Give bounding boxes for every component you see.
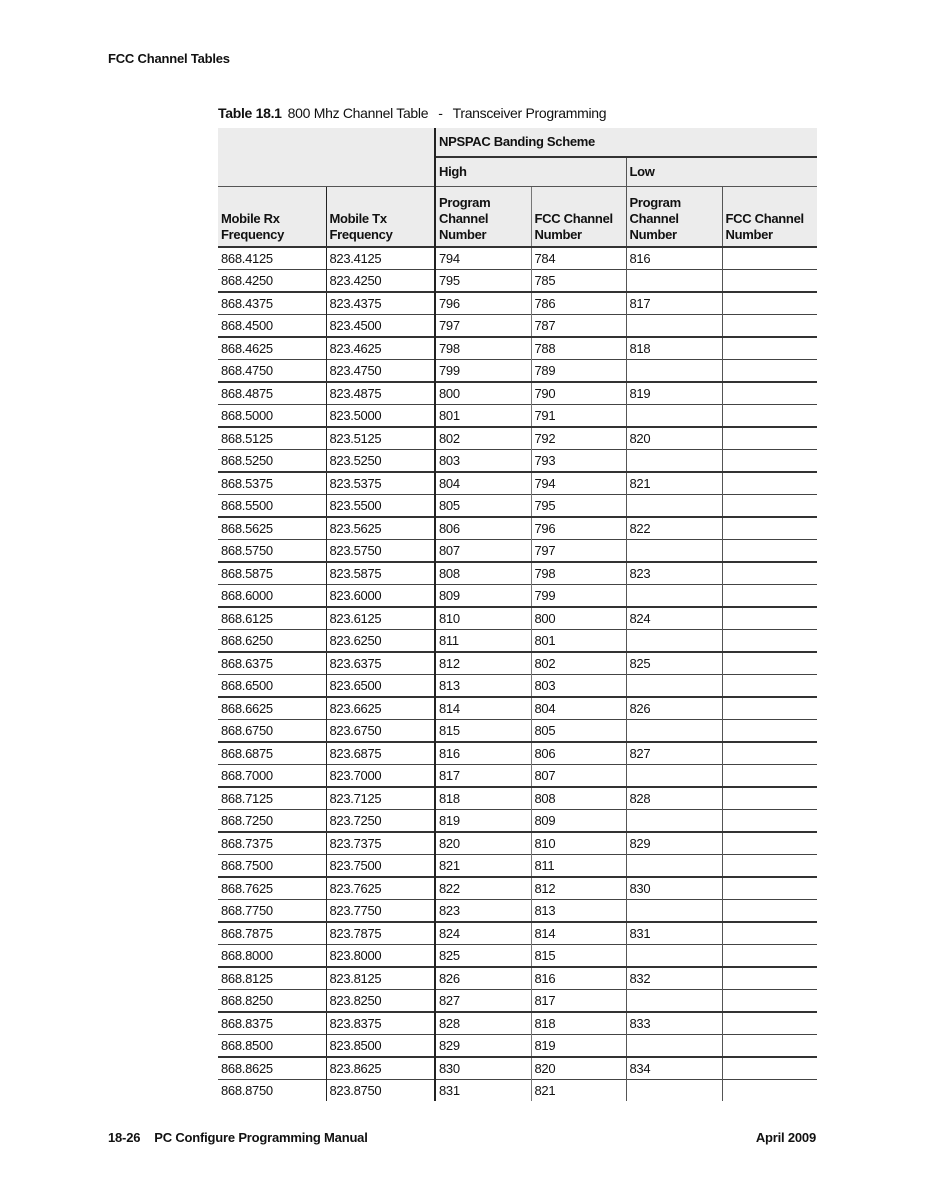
cell-low-fcc-channel (722, 517, 817, 540)
channel-table (218, 128, 817, 1101)
cell-high-program-channel: 798 (435, 337, 531, 360)
cell-low-program-channel: 816 (626, 247, 722, 270)
cell-high-fcc-channel: 812 (531, 877, 626, 900)
cell-tx-frequency: 823.8750 (326, 1080, 435, 1102)
cell-tx-frequency: 823.7000 (326, 765, 435, 788)
high-subgroup-header: High (435, 157, 626, 187)
cell-low-program-channel: 824 (626, 607, 722, 630)
cell-tx-frequency: 823.6750 (326, 720, 435, 743)
cell-low-fcc-channel (722, 1012, 817, 1035)
cell-high-program-channel: 809 (435, 585, 531, 608)
cell-low-program-channel (626, 1035, 722, 1058)
cell-tx-frequency: 823.7375 (326, 832, 435, 855)
cell-high-program-channel: 828 (435, 1012, 531, 1035)
table-row (218, 607, 817, 630)
table-caption (218, 105, 606, 121)
cell-tx-frequency: 823.5125 (326, 427, 435, 450)
cell-rx-frequency: 868.6625 (218, 697, 326, 720)
cell-low-fcc-channel (722, 585, 817, 608)
cell-low-program-channel: 822 (626, 517, 722, 540)
cell-tx-frequency: 823.7750 (326, 900, 435, 923)
cell-tx-frequency: 823.6500 (326, 675, 435, 698)
cell-low-fcc-channel (722, 540, 817, 563)
cell-high-program-channel: 799 (435, 360, 531, 383)
cell-high-program-channel: 815 (435, 720, 531, 743)
table-row (218, 315, 817, 338)
cell-high-fcc-channel: 815 (531, 945, 626, 968)
cell-tx-frequency: 823.4125 (326, 247, 435, 270)
table-title: 800 Mhz Channel Table (287, 105, 429, 121)
cell-high-program-channel: 819 (435, 810, 531, 833)
cell-tx-frequency: 823.4500 (326, 315, 435, 338)
cell-high-fcc-channel: 796 (531, 517, 626, 540)
cell-high-program-channel: 804 (435, 472, 531, 495)
cell-rx-frequency: 868.8500 (218, 1035, 326, 1058)
cell-high-fcc-channel: 788 (531, 337, 626, 360)
cell-tx-frequency: 823.8250 (326, 990, 435, 1013)
cell-low-program-channel (626, 270, 722, 293)
cell-low-program-channel (626, 945, 722, 968)
cell-high-fcc-channel: 797 (531, 540, 626, 563)
cell-rx-frequency: 868.5875 (218, 562, 326, 585)
table-row (218, 900, 817, 923)
col-mobile-tx: Mobile Tx Frequency (326, 187, 435, 248)
cell-high-fcc-channel: 792 (531, 427, 626, 450)
cell-high-program-channel: 810 (435, 607, 531, 630)
cell-high-fcc-channel: 806 (531, 742, 626, 765)
npspac-group-header: NPSPAC Banding Scheme (435, 128, 817, 157)
cell-high-program-channel: 797 (435, 315, 531, 338)
table-row (218, 1080, 817, 1102)
cell-high-fcc-channel: 820 (531, 1057, 626, 1080)
table-body (218, 247, 817, 1101)
cell-rx-frequency: 868.5375 (218, 472, 326, 495)
cell-low-program-channel: 820 (626, 427, 722, 450)
cell-high-fcc-channel: 798 (531, 562, 626, 585)
cell-high-program-channel: 829 (435, 1035, 531, 1058)
table-row (218, 427, 817, 450)
cell-tx-frequency: 823.8000 (326, 945, 435, 968)
table-row (218, 1035, 817, 1058)
cell-high-program-channel: 821 (435, 855, 531, 878)
cell-rx-frequency: 868.4625 (218, 337, 326, 360)
cell-high-program-channel: 796 (435, 292, 531, 315)
cell-tx-frequency: 823.7625 (326, 877, 435, 900)
cell-low-program-channel: 823 (626, 562, 722, 585)
table-row (218, 540, 817, 563)
cell-rx-frequency: 868.5750 (218, 540, 326, 563)
cell-rx-frequency: 868.6750 (218, 720, 326, 743)
table-row (218, 450, 817, 473)
header-blank-2 (218, 157, 435, 187)
table-row (218, 922, 817, 945)
cell-tx-frequency: 823.7250 (326, 810, 435, 833)
cell-rx-frequency: 868.5125 (218, 427, 326, 450)
cell-low-fcc-channel (722, 922, 817, 945)
table-row (218, 765, 817, 788)
cell-low-program-channel: 831 (626, 922, 722, 945)
running-head: FCC Channel Tables (108, 51, 230, 66)
cell-rx-frequency: 868.6125 (218, 607, 326, 630)
cell-high-fcc-channel: 786 (531, 292, 626, 315)
cell-low-program-channel (626, 315, 722, 338)
cell-low-program-channel: 833 (626, 1012, 722, 1035)
cell-rx-frequency: 868.5500 (218, 495, 326, 518)
cell-low-fcc-channel (722, 675, 817, 698)
cell-high-program-channel: 807 (435, 540, 531, 563)
cell-rx-frequency: 868.7125 (218, 787, 326, 810)
cell-low-program-channel (626, 765, 722, 788)
cell-low-program-channel: 827 (626, 742, 722, 765)
cell-low-program-channel (626, 990, 722, 1013)
cell-low-fcc-channel (722, 562, 817, 585)
cell-low-fcc-channel (722, 270, 817, 293)
cell-low-fcc-channel (722, 630, 817, 653)
cell-rx-frequency: 868.4250 (218, 270, 326, 293)
cell-low-fcc-channel (722, 1035, 817, 1058)
cell-low-program-channel (626, 360, 722, 383)
cell-high-fcc-channel: 811 (531, 855, 626, 878)
cell-high-fcc-channel: 794 (531, 472, 626, 495)
cell-tx-frequency: 823.4625 (326, 337, 435, 360)
table-row (218, 697, 817, 720)
cell-rx-frequency: 868.4500 (218, 315, 326, 338)
cell-low-program-channel (626, 585, 722, 608)
manual-title: PC Configure Programming Manual (154, 1130, 368, 1145)
cell-low-fcc-channel (722, 787, 817, 810)
cell-high-fcc-channel: 818 (531, 1012, 626, 1035)
caption-separator: - (438, 105, 443, 121)
cell-high-program-channel: 820 (435, 832, 531, 855)
cell-tx-frequency: 823.5375 (326, 472, 435, 495)
cell-high-fcc-channel: 813 (531, 900, 626, 923)
cell-low-program-channel: 829 (626, 832, 722, 855)
cell-high-program-channel: 818 (435, 787, 531, 810)
cell-high-program-channel: 822 (435, 877, 531, 900)
cell-high-fcc-channel: 793 (531, 450, 626, 473)
cell-low-fcc-channel (722, 607, 817, 630)
cell-rx-frequency: 868.5625 (218, 517, 326, 540)
cell-high-fcc-channel: 787 (531, 315, 626, 338)
cell-tx-frequency: 823.8500 (326, 1035, 435, 1058)
cell-high-program-channel: 812 (435, 652, 531, 675)
table-row (218, 1012, 817, 1035)
cell-low-fcc-channel (722, 427, 817, 450)
cell-high-program-channel: 794 (435, 247, 531, 270)
cell-low-fcc-channel (722, 450, 817, 473)
cell-low-program-channel: 817 (626, 292, 722, 315)
cell-high-program-channel: 800 (435, 382, 531, 405)
cell-high-program-channel: 801 (435, 405, 531, 428)
cell-low-fcc-channel (722, 877, 817, 900)
cell-tx-frequency: 823.5500 (326, 495, 435, 518)
cell-low-fcc-channel (722, 855, 817, 878)
table-row (218, 945, 817, 968)
cell-high-program-channel: 795 (435, 270, 531, 293)
cell-low-program-channel (626, 450, 722, 473)
table-row (218, 810, 817, 833)
cell-low-program-channel (626, 630, 722, 653)
cell-tx-frequency: 823.4875 (326, 382, 435, 405)
cell-tx-frequency: 823.6250 (326, 630, 435, 653)
table-row (218, 337, 817, 360)
cell-tx-frequency: 823.4375 (326, 292, 435, 315)
cell-tx-frequency: 823.5250 (326, 450, 435, 473)
cell-low-program-channel (626, 900, 722, 923)
cell-tx-frequency: 823.8625 (326, 1057, 435, 1080)
cell-low-program-channel (626, 855, 722, 878)
cell-rx-frequency: 868.6875 (218, 742, 326, 765)
cell-low-program-channel: 819 (626, 382, 722, 405)
cell-tx-frequency: 823.6625 (326, 697, 435, 720)
cell-low-fcc-channel (722, 382, 817, 405)
table-row (218, 652, 817, 675)
cell-high-program-channel: 831 (435, 1080, 531, 1102)
cell-tx-frequency: 823.5000 (326, 405, 435, 428)
cell-low-program-channel: 832 (626, 967, 722, 990)
cell-low-fcc-channel (722, 292, 817, 315)
cell-high-fcc-channel: 790 (531, 382, 626, 405)
cell-low-program-channel: 830 (626, 877, 722, 900)
cell-rx-frequency: 868.4750 (218, 360, 326, 383)
cell-low-fcc-channel (722, 1057, 817, 1080)
cell-high-fcc-channel: 785 (531, 270, 626, 293)
table-row (218, 630, 817, 653)
footer-left (108, 1130, 368, 1145)
cell-high-program-channel: 827 (435, 990, 531, 1013)
cell-high-fcc-channel: 821 (531, 1080, 626, 1102)
cell-rx-frequency: 868.6000 (218, 585, 326, 608)
cell-low-fcc-channel (722, 315, 817, 338)
col-high-fcc-channel: FCC Channel Number (531, 187, 626, 248)
cell-low-fcc-channel (722, 247, 817, 270)
table-row (218, 270, 817, 293)
cell-low-fcc-channel (722, 652, 817, 675)
cell-low-fcc-channel (722, 742, 817, 765)
cell-rx-frequency: 868.4875 (218, 382, 326, 405)
cell-low-program-channel: 821 (626, 472, 722, 495)
cell-low-fcc-channel (722, 360, 817, 383)
cell-high-fcc-channel: 799 (531, 585, 626, 608)
cell-tx-frequency: 823.8375 (326, 1012, 435, 1035)
cell-rx-frequency: 868.8250 (218, 990, 326, 1013)
cell-high-fcc-channel: 804 (531, 697, 626, 720)
cell-tx-frequency: 823.6875 (326, 742, 435, 765)
cell-low-fcc-channel (722, 810, 817, 833)
table-number: Table 18.1 (218, 105, 282, 121)
cell-low-fcc-channel (722, 967, 817, 990)
cell-high-fcc-channel: 814 (531, 922, 626, 945)
cell-high-fcc-channel: 819 (531, 1035, 626, 1058)
cell-low-program-channel (626, 675, 722, 698)
cell-low-fcc-channel (722, 832, 817, 855)
cell-high-program-channel: 817 (435, 765, 531, 788)
table-row (218, 832, 817, 855)
cell-rx-frequency: 868.7750 (218, 900, 326, 923)
cell-high-fcc-channel: 795 (531, 495, 626, 518)
cell-rx-frequency: 868.7250 (218, 810, 326, 833)
cell-rx-frequency: 868.7875 (218, 922, 326, 945)
cell-high-program-channel: 811 (435, 630, 531, 653)
table-row (218, 877, 817, 900)
cell-tx-frequency: 823.6375 (326, 652, 435, 675)
cell-high-fcc-channel: 807 (531, 765, 626, 788)
cell-high-program-channel: 808 (435, 562, 531, 585)
cell-high-fcc-channel: 816 (531, 967, 626, 990)
cell-rx-frequency: 868.8750 (218, 1080, 326, 1102)
col-low-fcc-channel: FCC Channel Number (722, 187, 817, 248)
cell-low-program-channel: 828 (626, 787, 722, 810)
table-row (218, 517, 817, 540)
cell-rx-frequency: 868.8125 (218, 967, 326, 990)
cell-low-program-channel (626, 495, 722, 518)
cell-rx-frequency: 868.4125 (218, 247, 326, 270)
cell-rx-frequency: 868.5000 (218, 405, 326, 428)
cell-high-program-channel: 826 (435, 967, 531, 990)
cell-rx-frequency: 868.8000 (218, 945, 326, 968)
cell-high-program-channel: 803 (435, 450, 531, 473)
table-row (218, 742, 817, 765)
table-row (218, 1057, 817, 1080)
cell-high-program-channel: 806 (435, 517, 531, 540)
table-row (218, 967, 817, 990)
footer-date: April 2009 (755, 1130, 816, 1145)
cell-low-fcc-channel (722, 405, 817, 428)
cell-low-fcc-channel (722, 765, 817, 788)
table-row (218, 405, 817, 428)
table-row (218, 247, 817, 270)
cell-high-fcc-channel: 802 (531, 652, 626, 675)
cell-low-fcc-channel (722, 720, 817, 743)
cell-low-program-channel (626, 1080, 722, 1102)
cell-low-program-channel (626, 810, 722, 833)
table-row (218, 585, 817, 608)
cell-tx-frequency: 823.6125 (326, 607, 435, 630)
cell-low-program-channel (626, 405, 722, 428)
cell-rx-frequency: 868.4375 (218, 292, 326, 315)
cell-rx-frequency: 868.6500 (218, 675, 326, 698)
cell-tx-frequency: 823.5625 (326, 517, 435, 540)
cell-high-fcc-channel: 789 (531, 360, 626, 383)
cell-tx-frequency: 823.7125 (326, 787, 435, 810)
table-row (218, 562, 817, 585)
cell-high-program-channel: 805 (435, 495, 531, 518)
cell-tx-frequency: 823.4250 (326, 270, 435, 293)
table-row (218, 675, 817, 698)
cell-high-fcc-channel: 803 (531, 675, 626, 698)
cell-tx-frequency: 823.5750 (326, 540, 435, 563)
cell-high-fcc-channel: 801 (531, 630, 626, 653)
cell-high-program-channel: 813 (435, 675, 531, 698)
cell-high-program-channel: 814 (435, 697, 531, 720)
cell-high-fcc-channel: 805 (531, 720, 626, 743)
col-mobile-rx: Mobile Rx Frequency (218, 187, 326, 248)
cell-high-fcc-channel: 808 (531, 787, 626, 810)
cell-high-program-channel: 830 (435, 1057, 531, 1080)
cell-low-program-channel: 818 (626, 337, 722, 360)
cell-low-program-channel: 826 (626, 697, 722, 720)
cell-low-fcc-channel (722, 945, 817, 968)
cell-high-fcc-channel: 791 (531, 405, 626, 428)
cell-high-program-channel: 825 (435, 945, 531, 968)
cell-rx-frequency: 868.6375 (218, 652, 326, 675)
table-row (218, 292, 817, 315)
cell-high-fcc-channel: 817 (531, 990, 626, 1013)
cell-tx-frequency: 823.4750 (326, 360, 435, 383)
table-row (218, 382, 817, 405)
cell-low-fcc-channel (722, 495, 817, 518)
cell-high-program-channel: 823 (435, 900, 531, 923)
cell-high-fcc-channel: 809 (531, 810, 626, 833)
cell-high-fcc-channel: 784 (531, 247, 626, 270)
page-number: 18-26 (108, 1130, 141, 1145)
table-row (218, 990, 817, 1013)
cell-low-program-channel (626, 720, 722, 743)
cell-low-program-channel: 834 (626, 1057, 722, 1080)
cell-low-fcc-channel (722, 697, 817, 720)
cell-low-fcc-channel (722, 990, 817, 1013)
cell-high-program-channel: 824 (435, 922, 531, 945)
cell-rx-frequency: 868.7625 (218, 877, 326, 900)
cell-rx-frequency: 868.5250 (218, 450, 326, 473)
cell-rx-frequency: 868.7000 (218, 765, 326, 788)
cell-high-program-channel: 802 (435, 427, 531, 450)
cell-tx-frequency: 823.7500 (326, 855, 435, 878)
cell-low-program-channel: 825 (626, 652, 722, 675)
cell-low-fcc-channel (722, 1080, 817, 1102)
cell-tx-frequency: 823.7875 (326, 922, 435, 945)
cell-low-program-channel (626, 540, 722, 563)
cell-high-fcc-channel: 810 (531, 832, 626, 855)
cell-tx-frequency: 823.5875 (326, 562, 435, 585)
table-row (218, 787, 817, 810)
table-subtitle: Transceiver Programming (452, 105, 607, 121)
cell-low-fcc-channel (722, 900, 817, 923)
cell-tx-frequency: 823.8125 (326, 967, 435, 990)
col-low-program-channel: Program Channel Number (626, 187, 722, 248)
cell-rx-frequency: 868.7375 (218, 832, 326, 855)
low-subgroup-header: Low (626, 157, 817, 187)
cell-low-fcc-channel (722, 337, 817, 360)
cell-rx-frequency: 868.8375 (218, 1012, 326, 1035)
table-row (218, 360, 817, 383)
cell-high-program-channel: 816 (435, 742, 531, 765)
cell-low-fcc-channel (722, 472, 817, 495)
col-high-program-channel: Program Channel Number (435, 187, 531, 248)
table-row (218, 495, 817, 518)
cell-rx-frequency: 868.7500 (218, 855, 326, 878)
table-row (218, 855, 817, 878)
cell-rx-frequency: 868.8625 (218, 1057, 326, 1080)
cell-high-fcc-channel: 800 (531, 607, 626, 630)
cell-rx-frequency: 868.6250 (218, 630, 326, 653)
header-blank (218, 128, 435, 157)
table-row (218, 720, 817, 743)
cell-tx-frequency: 823.6000 (326, 585, 435, 608)
table-row (218, 472, 817, 495)
